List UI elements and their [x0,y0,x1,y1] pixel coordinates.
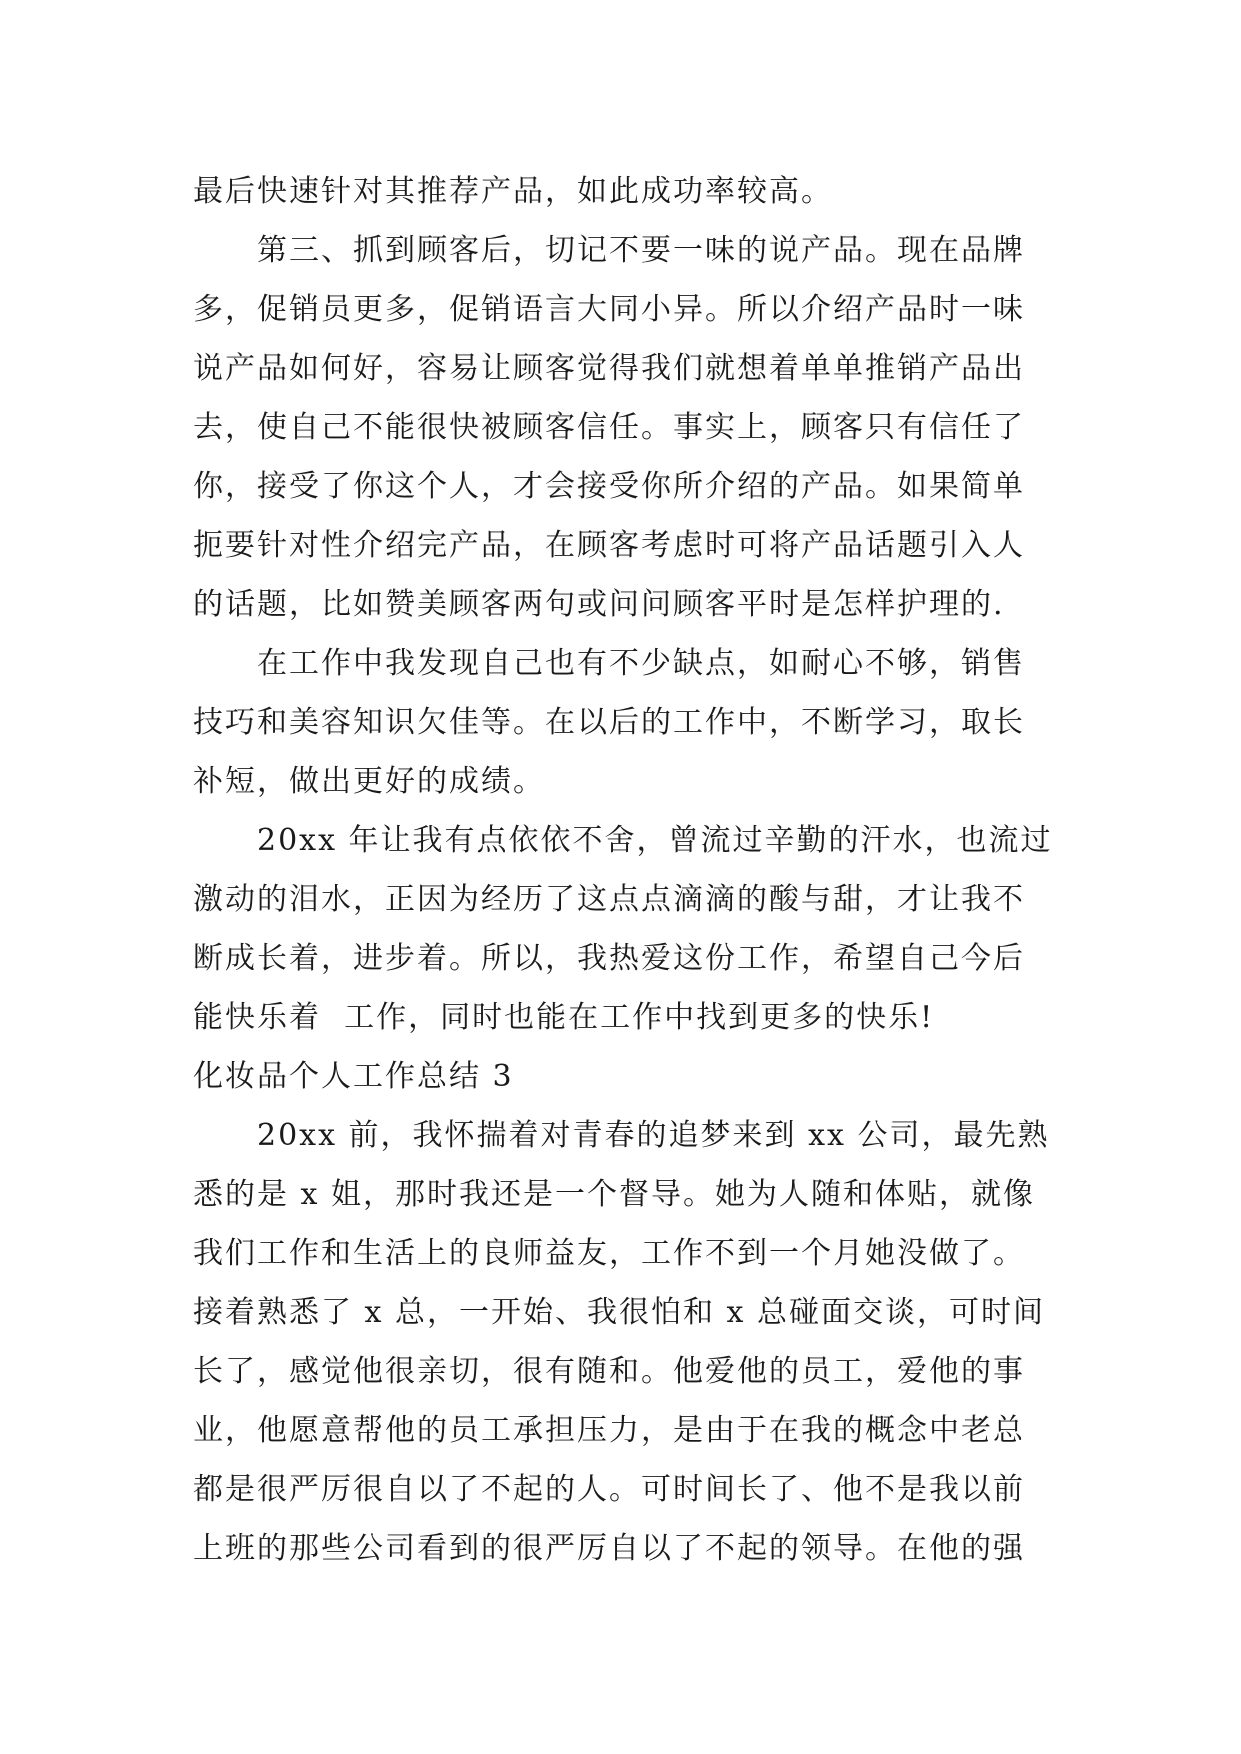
paragraph-start-line: 第三、抓到顾客后，切记不要一味的说产品。现在品牌 [257,233,1025,268]
text-line: 业，他愿意帮他的员工承担压力，是由于在我的概念中老总 [193,1413,1025,1448]
text-line: 的话题，比如赞美顾客两句或问问顾客平时是怎样护理的. [193,587,1005,622]
text-line: 你，接受了你这个人，才会接受你所介绍的产品。如果简单 [193,469,1025,504]
text-line: 激动的泪水，正因为经历了这点点滴滴的酸与甜，才让我不 [193,882,1025,917]
paragraph-start-line: 在工作中我发现自己也有不少缺点，如耐心不够，销售 [257,646,1025,681]
paragraph-start-line: 20xx 年让我有点依依不舍，曾流过辛勤的汗水，也流过 [257,823,1053,858]
text-line: 说产品如何好，容易让顾客觉得我们就想着单单推销产品出 [193,351,1025,386]
text-line: 最后快速针对其推荐产品，如此成功率较高。 [193,174,833,209]
section-heading: 化妆品个人工作总结 3 [193,1059,514,1094]
text-line: 上班的那些公司看到的很严厉自以了不起的领导。在他的强 [193,1531,1025,1566]
text-line: 断成长着，进步着。所以，我热爱这份工作，希望自己今后 [193,941,1025,976]
text-line: 扼要针对性介绍完产品，在顾客考虑时可将产品话题引入人 [193,528,1025,563]
text-line: 多，促销员更多，促销语言大同小异。所以介绍产品时一味 [193,292,1025,327]
text-line: 技巧和美容知识欠佳等。在以后的工作中，不断学习，取长 [193,705,1025,740]
paragraph-start-line: 20xx 前，我怀揣着对青春的追梦来到 xx 公司，最先熟 [257,1118,1050,1153]
text-line: 悉的是 x 姐，那时我还是一个督导。她为人随和体贴，就像 [193,1177,1035,1212]
text-line: 长了，感觉他很亲切，很有随和。他爱他的员工，爱他的事 [193,1354,1025,1389]
text-line: 都是很严厉很自以了不起的人。可时间长了、他不是我以前 [193,1472,1025,1507]
text-line: 能快乐着 工作，同时也能在工作中找到更多的快乐! [193,1000,935,1035]
text-line: 补短，做出更好的成绩。 [193,764,545,799]
document-body [193,162,1053,1578]
text-line: 我们工作和生活上的良师益友，工作不到一个月她没做了。 [193,1236,1025,1271]
text-line: 去，使自己不能很快被顾客信任。事实上，顾客只有信任了 [193,410,1025,445]
text-line: 接着熟悉了 x 总，一开始、我很怕和 x 总碰面交谈，可时间 [193,1295,1045,1330]
